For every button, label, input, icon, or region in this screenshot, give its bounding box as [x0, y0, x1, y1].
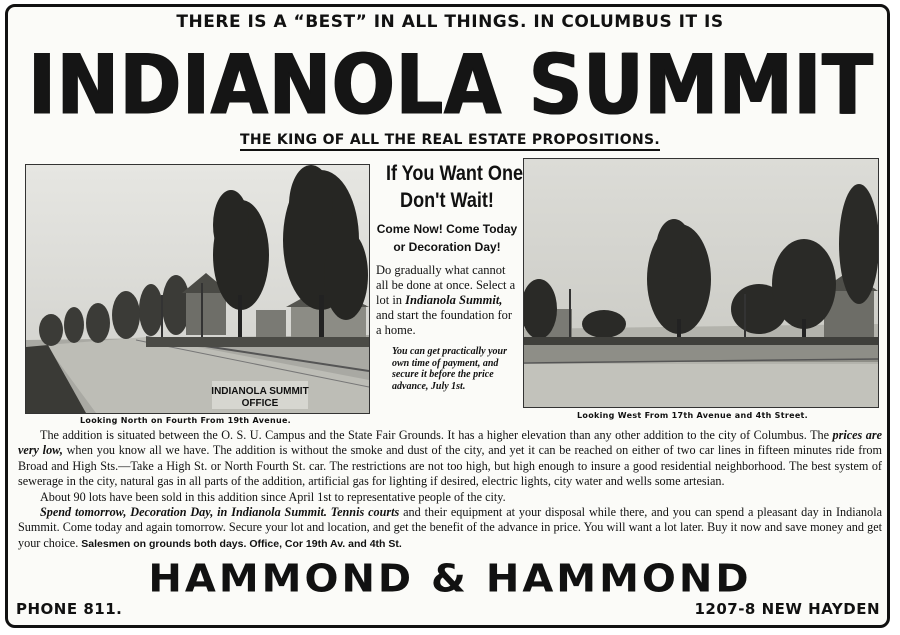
- center-body-emphasis: Indianola Summit,: [405, 293, 503, 307]
- center-come-line-2: or Decoration Day!: [393, 240, 501, 254]
- photo-street-north: [25, 164, 370, 414]
- photo-caption-left: Looking North on Fourth From 19th Avenue.: [80, 416, 292, 425]
- center-body-text: Do gradually what cannot all be done at once. Select a lot in: [376, 263, 516, 307]
- tagline: THERE IS A “BEST” IN ALL THINGS. IN COLUMBUS IT IS: [176, 12, 724, 32]
- center-column: [376, 160, 524, 392]
- body-paragraph-3: [18, 505, 882, 552]
- center-come-line-1: Come Now! Come Today: [376, 222, 518, 236]
- body-paragraph-1: [18, 428, 882, 490]
- salesmen-note: Salesmen on grounds both days. Office, Cor 19th Av. and 4th St.: [81, 537, 402, 550]
- center-body-text-2: and start the foundation for a home.: [376, 308, 513, 337]
- sign-text-2: OFFICE: [241, 398, 279, 409]
- sign-text-1: INDIANOLA SUMMIT: [211, 386, 309, 397]
- phone-number: PHONE 811.: [16, 600, 123, 618]
- office-address: 1207-8 NEW HAYDEN: [694, 600, 880, 618]
- center-come-now: [376, 220, 518, 256]
- body-p3-text: and their equipment at your disposal while there, and you can spend a pleasant day in Indianola Summit. Come today and again tomorrow. Secure your lot and location, and get the benefit of the advance in price. You will want a lot later. Buy it now and save money and get your choice.: [18, 505, 882, 550]
- photo-street-west: [523, 158, 879, 408]
- center-title-2: Don't Wait!: [400, 189, 494, 212]
- headline: INDIANOLA SUMMIT: [28, 37, 874, 134]
- body-p1-text-a: The addition is situated between the O. S. U. Campus and the State Fair Grounds. It has a higher elevation than any other addition to the city of Columbus. The: [40, 428, 830, 442]
- photo-street-north-image: [26, 165, 369, 413]
- body-paragraph-2: About 90 lots have been sold in this addition since April 1st to representative people of the city.: [40, 489, 506, 504]
- ad-body: [18, 428, 882, 552]
- body-p3-emphasis: Spend tomorrow, Decoration Day, in Indianola Summit. Tennis courts: [40, 505, 400, 520]
- body-p1-emphasis: prices are very low,: [18, 428, 882, 458]
- center-payment-terms: You can get practically your own time of payment, and secure it before the price advance, July 1st.: [392, 346, 507, 392]
- body-p1-text-b: when you know all we have. The addition is without the smoke and dust of the city, and yet it can be reached on either of two car lines in fifteen minutes ride from Broad and High Sts.—Take a High St. or North Fourth St. car. The restrictions are not too high, but high enough to insure a good residential neighborhood. The best system of sewerage in the city, natural gas in all parts of the addition, artificial gas for lighting if desired, electric lights, city water and wells some artesian.: [18, 443, 882, 489]
- center-body: [376, 263, 518, 338]
- subhead: [0, 132, 900, 148]
- photo-street-west-image: [524, 159, 878, 407]
- center-title-1: If You Want One: [385, 162, 524, 185]
- firm-name: HAMMOND & HAMMOND: [148, 557, 752, 601]
- subhead-text: THE KING OF ALL THE REAL ESTATE PROPOSITIONS.: [240, 132, 660, 151]
- photo-caption-right: Looking West From 17th Avenue and 4th Street.: [577, 411, 809, 420]
